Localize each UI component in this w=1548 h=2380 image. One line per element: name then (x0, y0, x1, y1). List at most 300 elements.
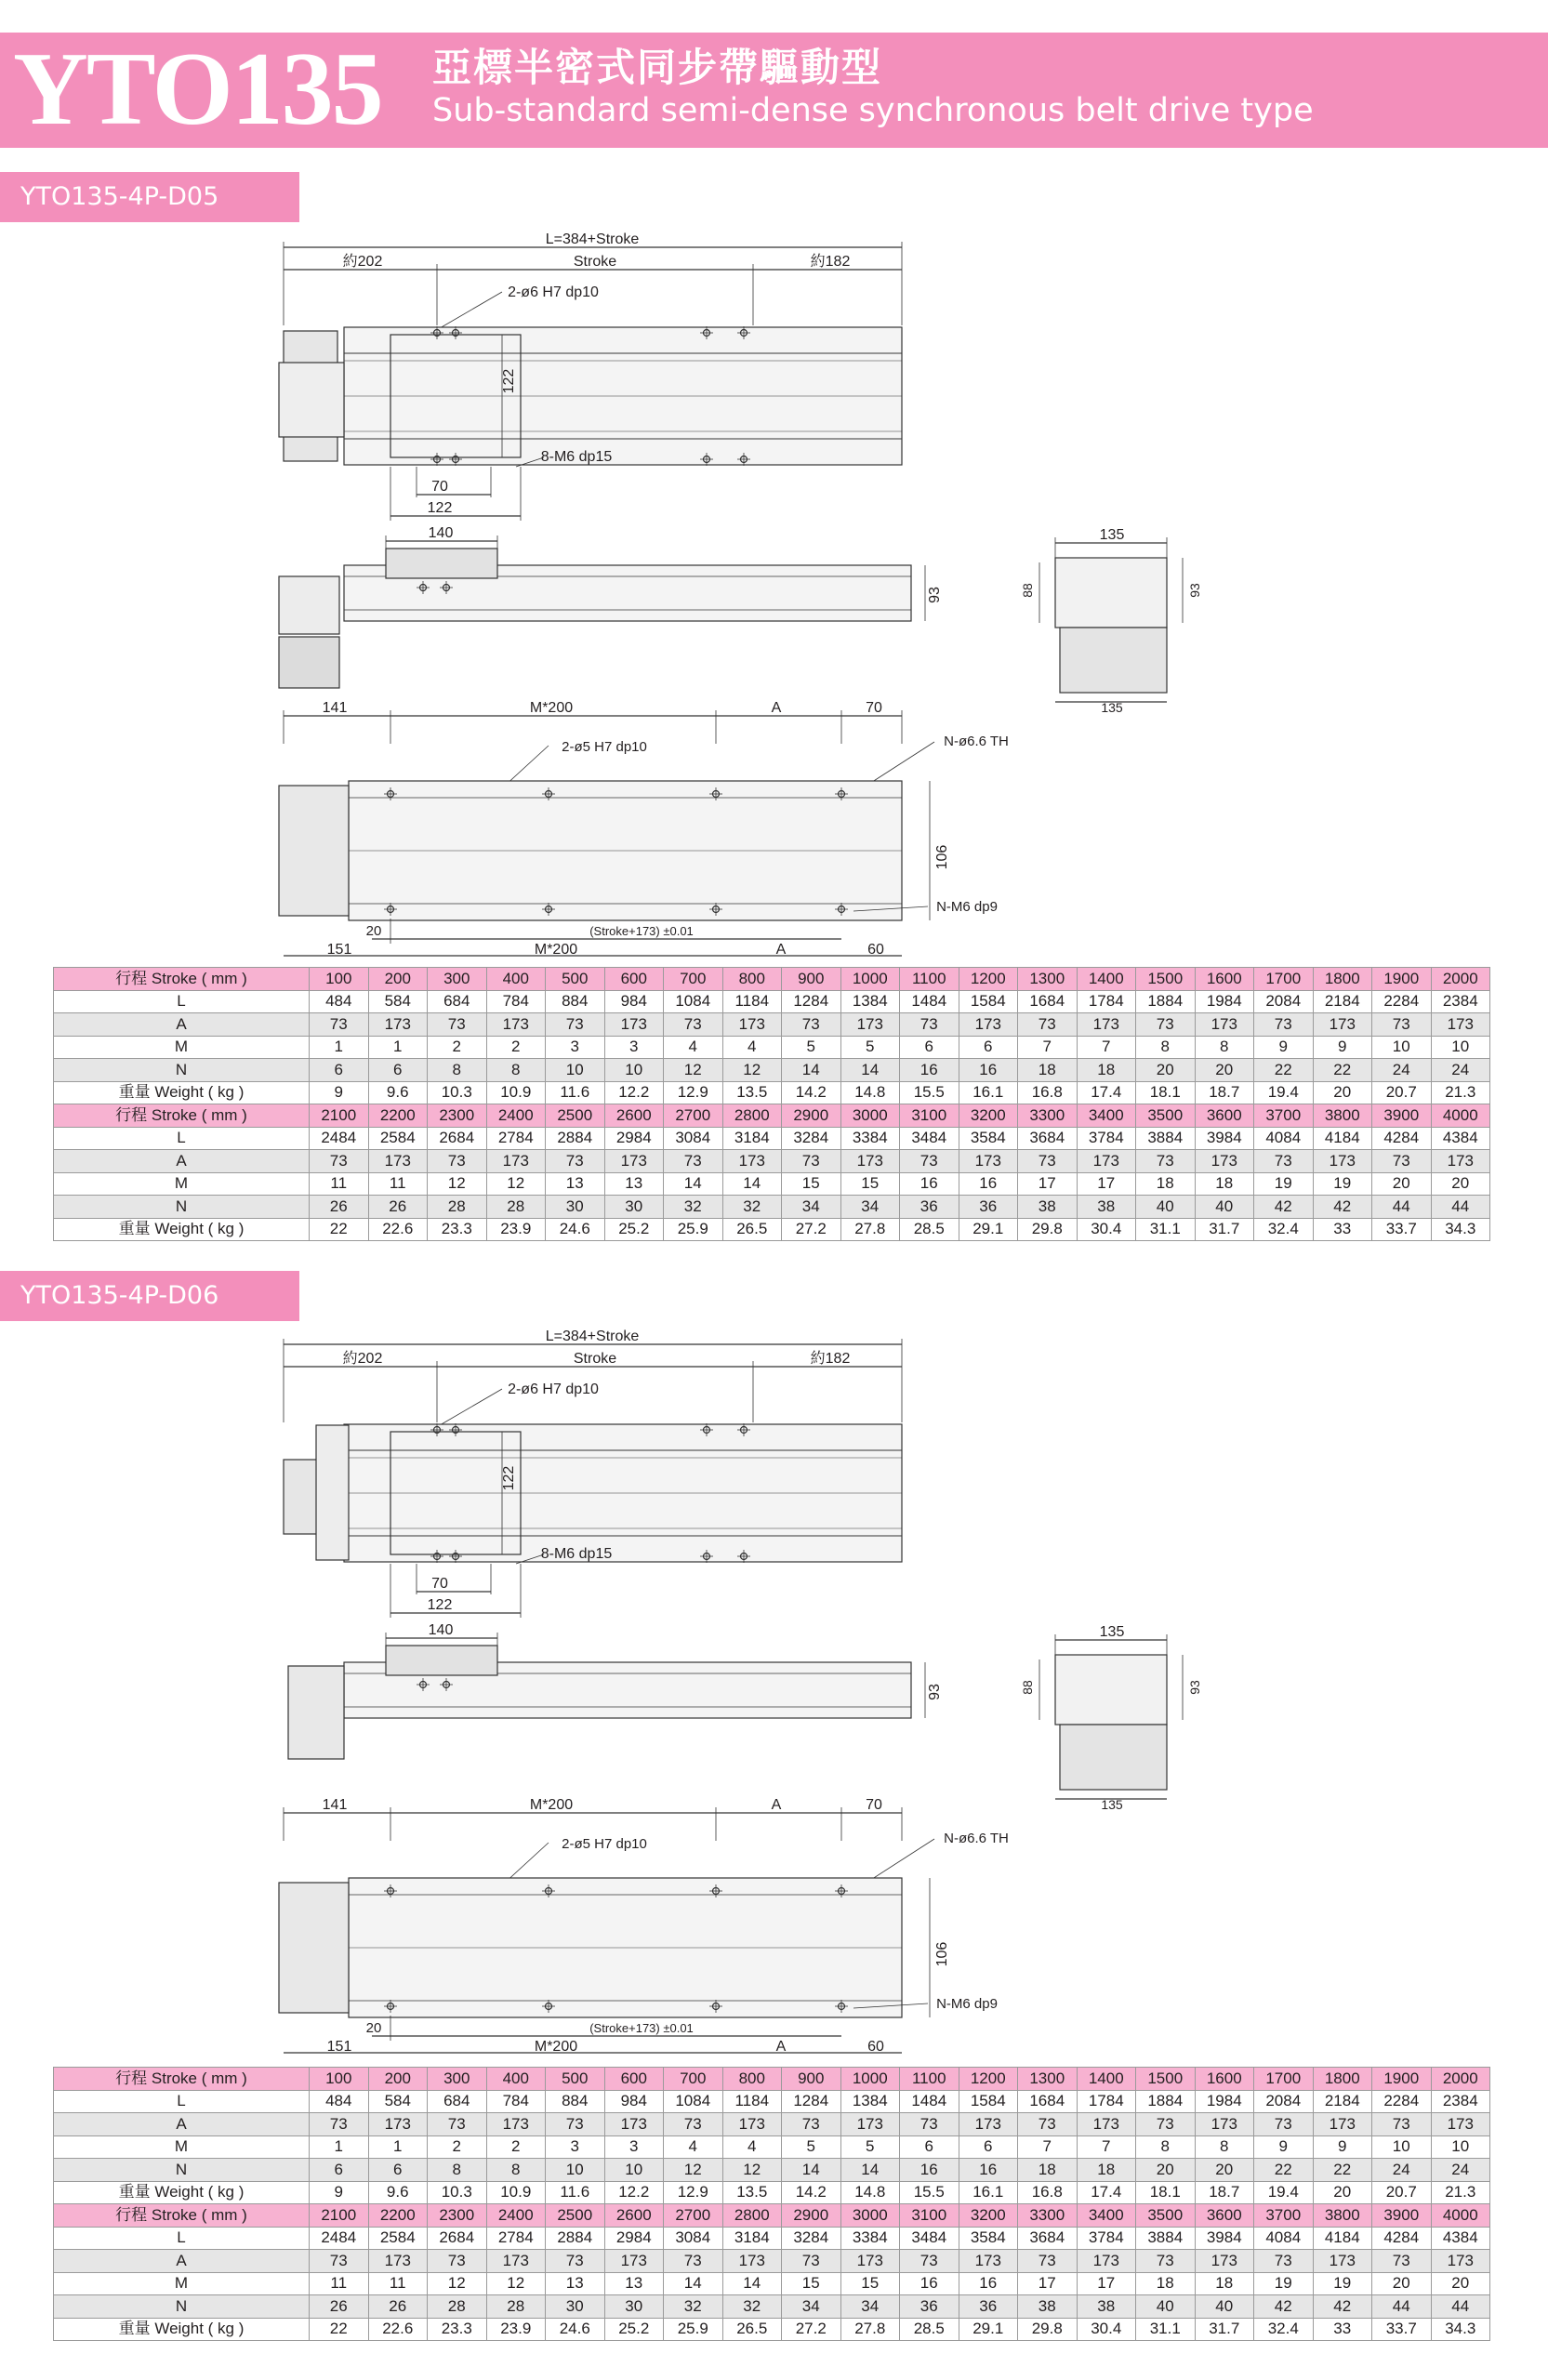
dim-151: 151 (326, 2039, 352, 2055)
table-cell: 784 (486, 990, 546, 1013)
table-cell: 173 (1313, 2250, 1372, 2273)
table-cell: 42 (1313, 2295, 1372, 2319)
table-cell: 1584 (959, 990, 1018, 1013)
label-pin-holes-b: 2-ø5 H7 dp10 (562, 739, 647, 755)
table-cell: 4084 (1254, 1127, 1314, 1150)
table-cell: 32 (722, 1196, 782, 1219)
table-cell: 22 (1313, 1059, 1372, 1082)
table-cell: 30 (546, 2295, 605, 2319)
table-row (54, 2295, 1490, 2319)
table-cell: 2 (428, 1036, 487, 1059)
table-cell: 17 (1018, 2272, 1078, 2295)
table-cell: 42 (1254, 1196, 1314, 1219)
drawing-line (440, 1389, 502, 1425)
model-name: YTO135 (13, 32, 382, 147)
table-cell: 300 (428, 2068, 487, 2091)
table-cell: 1384 (840, 990, 900, 1013)
section-label-d05: YTO135-4P-D05 (0, 172, 299, 222)
dim-end-bottom: 135 (1101, 1797, 1123, 1812)
table-cell: 9 (310, 1081, 369, 1104)
table-cell: 1184 (722, 2090, 782, 2113)
table-cell: 17.4 (1077, 2181, 1136, 2204)
table-cell: 18 (1136, 2272, 1196, 2295)
table-cell: 2700 (664, 2204, 723, 2228)
label-tap-holes: 8-M6 dp15 (540, 1546, 613, 1562)
table-cell: 18.7 (1195, 1081, 1254, 1104)
table-cell: 2100 (310, 1104, 369, 1128)
drawing-line (440, 292, 502, 328)
table-cell: 31.1 (1136, 1218, 1196, 1241)
table-cell: 44 (1372, 1196, 1432, 1219)
table-cell: 20 (1136, 1059, 1196, 1082)
table-cell: 3200 (959, 1104, 1018, 1128)
chinese-title: 亞標半密式同步帶驅動型 (432, 45, 883, 90)
table-cell: 22.6 (368, 2318, 428, 2341)
technical-drawing-d05 (0, 223, 1548, 958)
drawing-shape (279, 576, 339, 634)
table-cell: 22 (1313, 2159, 1372, 2182)
table-cell: 2984 (604, 2227, 664, 2250)
table-cell: 1284 (782, 990, 841, 1013)
table-cell: 4384 (1431, 2227, 1490, 2250)
dim-122-vertical: 122 (501, 1465, 517, 1491)
table-cell: 3900 (1372, 2204, 1432, 2228)
table-cell: 10 (1431, 1036, 1490, 1059)
table-cell: 2884 (546, 1127, 605, 1150)
table-cell: 14.8 (840, 1081, 900, 1104)
dim-stroke: Stroke (573, 254, 617, 270)
table-cell: 12 (664, 1059, 723, 1082)
table-cell: 24 (1431, 1059, 1490, 1082)
table-cell: 9 (1254, 1036, 1314, 1059)
table-cell: 34 (840, 2295, 900, 2319)
table-cell: 9 (1254, 2135, 1314, 2159)
drawing-shape (1055, 558, 1167, 628)
table-cell: 16 (959, 2272, 1018, 2295)
table-cell: 173 (840, 2250, 900, 2273)
table-cell: 14.2 (782, 1081, 841, 1104)
table-cell: 22 (1254, 1059, 1314, 1082)
table-cell: 173 (368, 2250, 428, 2273)
table-cell: 10 (1372, 2135, 1432, 2159)
table-cell: 1 (310, 1036, 369, 1059)
table-cell: 173 (1077, 2250, 1136, 2273)
table-row (54, 2250, 1490, 2273)
table-cell: 73 (900, 1013, 959, 1037)
table-cell: 31.7 (1195, 2318, 1254, 2341)
table-cell: 26.5 (722, 1218, 782, 1241)
dim-right: 約182 (810, 254, 851, 270)
table-cell: 3484 (900, 1127, 959, 1150)
table-cell: 11 (368, 2272, 428, 2295)
table-cell: 73 (1136, 1013, 1196, 1037)
table-cell: 14 (722, 1172, 782, 1196)
table-row (54, 1104, 1490, 1128)
table-cell: 18.1 (1136, 2181, 1196, 2204)
drawing-canvas (0, 223, 1548, 958)
table-cell: 2684 (428, 2227, 487, 2250)
table-cell: 32.4 (1254, 2318, 1314, 2341)
table-cell: 12 (722, 2159, 782, 2182)
table-cell: 73 (310, 1150, 369, 1173)
table-cell: 600 (604, 2068, 664, 2091)
table-cell: 173 (1077, 1150, 1136, 1173)
table-cell: 34.3 (1431, 2318, 1490, 2341)
dim-70: 70 (431, 1576, 448, 1592)
table-cell: 26.5 (722, 2318, 782, 2341)
table-cell: 3 (546, 2135, 605, 2159)
table-cell: 2284 (1372, 990, 1432, 1013)
table-cell: 20.7 (1372, 1081, 1432, 1104)
table-cell: 19 (1313, 1172, 1372, 1196)
table-cell: 984 (604, 990, 664, 1013)
table-row (54, 2113, 1490, 2136)
dim-140: 140 (428, 525, 454, 541)
table-row (54, 968, 1490, 991)
row-label: A (54, 1150, 310, 1173)
table-cell: 13 (604, 2272, 664, 2295)
table-cell: 173 (368, 1013, 428, 1037)
table-cell: 26 (368, 2295, 428, 2319)
table-row (54, 1218, 1490, 1241)
table-cell: 3400 (1077, 2204, 1136, 2228)
dim-stroke-tolerance: (Stroke+173) ±0.01 (589, 924, 694, 938)
table-cell: 2084 (1254, 2090, 1314, 2113)
table-cell: 2484 (310, 1127, 369, 1150)
table-cell: 2700 (664, 1104, 723, 1128)
table-cell: 9 (1313, 1036, 1372, 1059)
table-cell: 40 (1195, 2295, 1254, 2319)
table-cell: 8 (1195, 1036, 1254, 1059)
dim-60: 60 (867, 2039, 884, 2055)
dim-end-88: 88 (1020, 1680, 1035, 1695)
table-cell: 14 (840, 1059, 900, 1082)
table-cell: 14.8 (840, 2181, 900, 2204)
table-cell: 26 (310, 2295, 369, 2319)
table-cell: 173 (959, 1150, 1018, 1173)
table-cell: 2 (428, 2135, 487, 2159)
table-cell: 484 (310, 990, 369, 1013)
table-cell: 32 (664, 2295, 723, 2319)
table-cell: 2684 (428, 1127, 487, 1150)
table-cell: 73 (664, 2113, 723, 2136)
table-cell: 200 (368, 968, 428, 991)
table-cell: 5 (782, 2135, 841, 2159)
table-row (54, 2090, 1490, 2113)
table-cell: 173 (722, 1150, 782, 1173)
table-cell: 1984 (1195, 990, 1254, 1013)
table-cell: 31.1 (1136, 2318, 1196, 2341)
table-cell: 4184 (1313, 2227, 1372, 2250)
table-cell: 28.5 (900, 1218, 959, 1241)
table-cell: 15 (782, 1172, 841, 1196)
table-cell: 14 (722, 2272, 782, 2295)
table-cell: 3384 (840, 1127, 900, 1150)
table-cell: 17.4 (1077, 1081, 1136, 1104)
table-cell: 73 (428, 1150, 487, 1173)
table-cell: 44 (1372, 2295, 1432, 2319)
table-cell: 24 (1372, 2159, 1432, 2182)
table-cell: 29.1 (959, 1218, 1018, 1241)
table-cell: 173 (604, 1013, 664, 1037)
table-cell: 5 (840, 1036, 900, 1059)
table-cell: 4284 (1372, 1127, 1432, 1150)
drawing-shape (279, 786, 349, 916)
table-cell: 4000 (1431, 2204, 1490, 2228)
table-cell: 6 (900, 1036, 959, 1059)
table-cell: 73 (900, 2250, 959, 2273)
table-cell: 1984 (1195, 2090, 1254, 2113)
table-cell: 16 (900, 2159, 959, 2182)
table-cell: 18 (1077, 2159, 1136, 2182)
table-cell: 21.3 (1431, 2181, 1490, 2204)
table-cell: 30 (604, 1196, 664, 1219)
table-cell: 24 (1431, 2159, 1490, 2182)
dim-total-length: L=384+Stroke (545, 231, 640, 247)
table-cell: 10 (1372, 1036, 1432, 1059)
table-cell: 3584 (959, 2227, 1018, 2250)
table-cell: 2500 (546, 1104, 605, 1128)
table-cell: 42 (1313, 1196, 1372, 1219)
dim-left: 約202 (342, 1351, 383, 1367)
table-cell: 7 (1018, 1036, 1078, 1059)
table-cell: 73 (1254, 2250, 1314, 2273)
table-cell: 3500 (1136, 2204, 1196, 2228)
table-cell: 1800 (1313, 968, 1372, 991)
table-cell: 73 (428, 2250, 487, 2273)
dim-70: 70 (431, 479, 448, 495)
table-cell: 12 (428, 2272, 487, 2295)
table-cell: 1200 (959, 968, 1018, 991)
table-cell: 10 (546, 1059, 605, 1082)
table-cell: 14 (782, 1059, 841, 1082)
table-row (54, 2227, 1490, 2250)
table-cell: 33.7 (1372, 2318, 1432, 2341)
table-cell: 2600 (604, 1104, 664, 1128)
dim-end-93: 93 (1187, 583, 1202, 598)
table-cell: 3384 (840, 2227, 900, 2250)
table-cell: 100 (310, 2068, 369, 2091)
table-cell: 173 (1077, 2113, 1136, 2136)
table-cell: 12.2 (604, 2181, 664, 2204)
table-cell: 1800 (1313, 2068, 1372, 2091)
table-row (54, 1150, 1490, 1173)
row-label: 重量 Weight ( kg ) (54, 2181, 310, 2204)
table-cell: 3084 (664, 2227, 723, 2250)
table-cell: 7 (1077, 1036, 1136, 1059)
table-cell: 173 (486, 2250, 546, 2273)
table-cell: 1484 (900, 990, 959, 1013)
table-cell: 34 (782, 2295, 841, 2319)
table-cell: 3284 (782, 2227, 841, 2250)
drawing-shape (386, 1646, 497, 1675)
table-cell: 684 (428, 990, 487, 1013)
table-cell: 11.6 (546, 1081, 605, 1104)
label-pin-holes-b: 2-ø5 H7 dp10 (562, 1836, 647, 1852)
table-cell: 2200 (368, 1104, 428, 1128)
table-cell: 1584 (959, 2090, 1018, 2113)
row-label: A (54, 2250, 310, 2273)
label-pin-holes: 2-ø6 H7 dp10 (508, 284, 599, 300)
table-cell: 2484 (310, 2227, 369, 2250)
table-cell: 13.5 (722, 2181, 782, 2204)
table-cell: 20.7 (1372, 2181, 1432, 2204)
table-cell: 11 (310, 1172, 369, 1196)
dim-pitch: M*200 (529, 1797, 574, 1813)
table-cell: 173 (840, 2113, 900, 2136)
table-cell: 173 (722, 2250, 782, 2273)
table-cell: 5 (840, 2135, 900, 2159)
table-cell: 1784 (1077, 2090, 1136, 2113)
table-cell: 73 (546, 2250, 605, 2273)
dim-93: 93 (927, 587, 943, 603)
table-cell: 1884 (1136, 2090, 1196, 2113)
table-cell: 15 (782, 2272, 841, 2295)
table-cell: 29.8 (1018, 1218, 1078, 1241)
row-label: L (54, 990, 310, 1013)
row-label: 行程 Stroke ( mm ) (54, 2204, 310, 2228)
table-cell: 800 (722, 968, 782, 991)
dim-pitch: M*200 (529, 700, 574, 716)
table-cell: 1700 (1254, 2068, 1314, 2091)
table-cell: 3700 (1254, 1104, 1314, 1128)
table-row (54, 2159, 1490, 2182)
row-label: M (54, 2135, 310, 2159)
table-cell: 15.5 (900, 1081, 959, 1104)
table-cell: 8 (428, 1059, 487, 1082)
spec-table-d05 (53, 967, 1490, 1241)
drawing-shape (1055, 1655, 1167, 1725)
drawing-shape (279, 363, 344, 437)
label-tap-holes: 8-M6 dp15 (540, 449, 613, 465)
table-cell: 16.1 (959, 2181, 1018, 2204)
table-row (54, 990, 1490, 1013)
table-cell: 16 (900, 1172, 959, 1196)
table-cell: 173 (1313, 1013, 1372, 1037)
table-cell: 500 (546, 968, 605, 991)
table-cell: 173 (1195, 1013, 1254, 1037)
label-through-holes: N-ø6.6 TH (944, 734, 1009, 749)
table-cell: 1684 (1018, 2090, 1078, 2113)
table-cell: 27.8 (840, 2318, 900, 2341)
table-cell: 9.6 (368, 1081, 428, 1104)
dim-106: 106 (934, 844, 950, 870)
table-cell: 14.2 (782, 2181, 841, 2204)
table-cell: 73 (1372, 2250, 1432, 2273)
table-cell: 2000 (1431, 968, 1490, 991)
table-cell: 700 (664, 968, 723, 991)
table-cell: 900 (782, 968, 841, 991)
table-cell: 12 (486, 1172, 546, 1196)
table-cell: 173 (1431, 2113, 1490, 2136)
table-cell: 40 (1136, 2295, 1196, 2319)
table-cell: 23.9 (486, 2318, 546, 2341)
dim-right: 約182 (810, 1351, 851, 1367)
table-row (54, 1013, 1490, 1037)
table-cell: 2000 (1431, 2068, 1490, 2091)
table-cell: 400 (486, 2068, 546, 2091)
table-cell: 38 (1018, 2295, 1078, 2319)
table-cell: 20 (1195, 1059, 1254, 1082)
table-cell: 2284 (1372, 2090, 1432, 2113)
label-pin-holes: 2-ø6 H7 dp10 (508, 1382, 599, 1397)
drawing-shape (279, 1883, 349, 2013)
drawing-shape (1060, 1725, 1167, 1790)
table-cell: 1500 (1136, 2068, 1196, 2091)
table-cell: 4084 (1254, 2227, 1314, 2250)
dim-a: A (771, 1797, 782, 1813)
table-cell: 25.9 (664, 2318, 723, 2341)
table-cell: 42 (1254, 2295, 1314, 2319)
table-cell: 73 (428, 1013, 487, 1037)
table-cell: 30 (604, 2295, 664, 2319)
table-cell: 6 (900, 2135, 959, 2159)
table-cell: 3600 (1195, 2204, 1254, 2228)
table-row (54, 2068, 1490, 2091)
table-cell: 4000 (1431, 1104, 1490, 1128)
label-through-holes: N-ø6.6 TH (944, 1831, 1009, 1846)
table-cell: 1000 (840, 968, 900, 991)
dim-pitch-b: M*200 (534, 942, 578, 958)
table-cell: 26 (368, 1196, 428, 1219)
table-cell: 2984 (604, 1127, 664, 1150)
table-cell: 3184 (722, 1127, 782, 1150)
table-cell: 3684 (1018, 2227, 1078, 2250)
table-cell: 40 (1136, 1196, 1196, 1219)
row-label: M (54, 1036, 310, 1059)
table-cell: 3800 (1313, 2204, 1372, 2228)
table-cell: 173 (959, 1013, 1018, 1037)
table-cell: 24.6 (546, 1218, 605, 1241)
technical-drawing-d06 (0, 1320, 1548, 2055)
table-cell: 173 (486, 2113, 546, 2136)
table-cell: 16 (959, 2159, 1018, 2182)
dim-end-88: 88 (1020, 583, 1035, 598)
table-cell: 73 (546, 1013, 605, 1037)
table-cell: 3284 (782, 1127, 841, 1150)
table-cell: 13 (546, 2272, 605, 2295)
table-cell: 173 (1431, 2250, 1490, 2273)
table-cell: 30.4 (1077, 1218, 1136, 1241)
table-cell: 27.2 (782, 1218, 841, 1241)
table-cell: 22 (310, 1218, 369, 1241)
table-cell: 1 (368, 1036, 428, 1059)
table-cell: 3200 (959, 2204, 1018, 2228)
table-cell: 20 (1136, 2159, 1196, 2182)
table-cell: 73 (1018, 1150, 1078, 1173)
table-cell: 73 (546, 1150, 605, 1173)
table-cell: 173 (840, 1150, 900, 1173)
table-cell: 73 (1254, 1150, 1314, 1173)
table-cell: 7 (1077, 2135, 1136, 2159)
table-cell: 3884 (1136, 1127, 1196, 1150)
row-label: N (54, 2295, 310, 2319)
dim-60: 60 (867, 942, 884, 958)
row-label: N (54, 1059, 310, 1082)
table-cell: 73 (1018, 2250, 1078, 2273)
table-cell: 8 (486, 1059, 546, 1082)
table-cell: 28 (486, 2295, 546, 2319)
table-cell: 10.9 (486, 2181, 546, 2204)
table-cell: 3000 (840, 1104, 900, 1128)
table-cell: 2584 (368, 1127, 428, 1150)
table-cell: 18 (1018, 1059, 1078, 1082)
table-cell: 30 (546, 1196, 605, 1219)
table-cell: 6 (310, 2159, 369, 2182)
table-cell: 2584 (368, 2227, 428, 2250)
table-cell: 2784 (486, 2227, 546, 2250)
table-cell: 17 (1077, 1172, 1136, 1196)
